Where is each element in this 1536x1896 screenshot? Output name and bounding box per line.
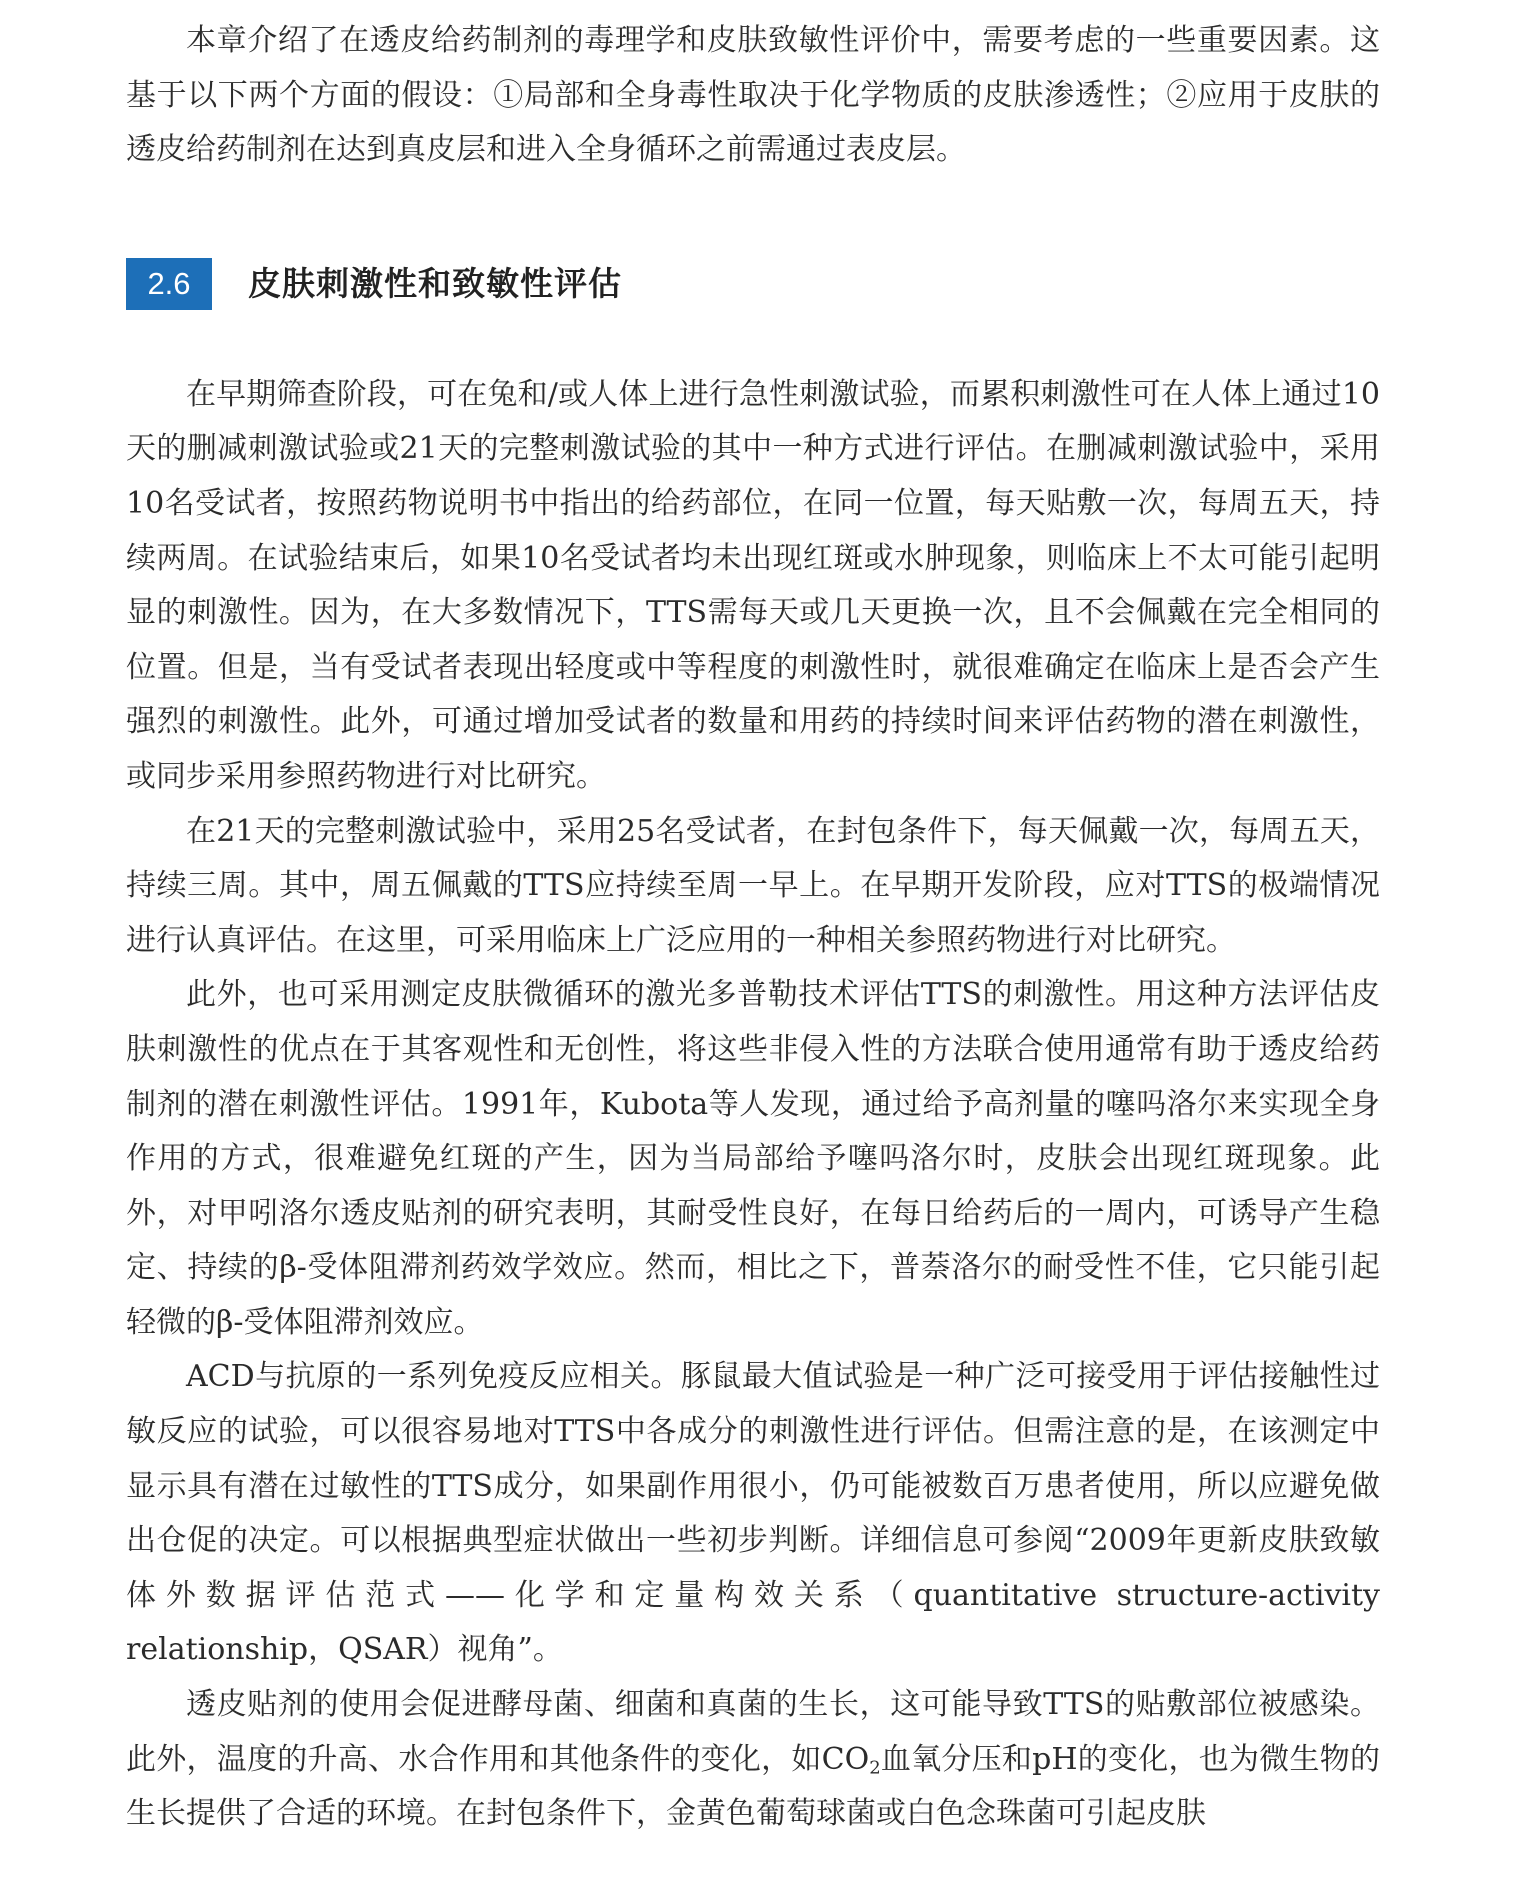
intro-paragraph: 本章介绍了在透皮给药制剂的毒理学和皮肤致敏性评价中，需要考虑的一些重要因素。这基于以下两个方面的假设：①局部和全身毒性取决于化学物质的皮肤渗透性；②应用于皮肤的透皮给药制剂在达到真皮层和进入全身循环之前需通过表皮层。 <box>126 23 1380 168</box>
section-heading <box>126 258 1380 310</box>
body-paragraph-2: 在21天的完整刺激试验中，采用25名受试者，在封包条件下，每天佩戴一次，每周五天，持续三周。其中，周五佩戴的TTS应持续至周一早上。在早期开发阶段，应对TTS的极端情况进行认真评估。在这里，可采用临床上广泛应用的一种相关参照药物进行对比研究。 <box>126 813 1380 958</box>
body-paragraph-5 <box>126 1678 1380 1842</box>
co2-subscript: 2 <box>869 1757 881 1779</box>
document-page <box>126 14 1380 1842</box>
paragraph-text-end: 血氧分压和pH的变化，也为微生物的生长提供了合适的环境。在封包条件下，金黄色葡萄球菌或白色念珠菌可引起皮肤 <box>126 1741 1380 1832</box>
paragraph-text-start: 透皮贴剂的使用会促进酵母菌、细菌和真菌的生长，这可能导致TTS的贴敷部位被感染。此外，温度的升高、水合作用和其他条件的变化，如CO <box>126 1687 1380 1777</box>
body-paragraph-4: ACD与抗原的一系列免疫反应相关。豚鼠最大值试验是一种广泛可接受用于评估接触性过敏反应的试验，可以很容易地对TTS中各成分的刺激性进行评估。但需注意的是，在该测定中显示具有潜在过敏性的TTS成分，如果副作用很小，仍可能被数百万患者使用，所以应避免做出仓促的决定。可以根据典型症状做出一些初步判断。详细信息可参阅“2009年更新皮肤致敏体外数据评估范式——化学和定量构效关系（quantitative structure-activity relationship，QSAR）视角”。 <box>126 1359 1380 1668</box>
section-title: 皮肤刺激性和致敏性评估 <box>248 263 622 303</box>
body-paragraph-3: 此外，也可采用测定皮肤微循环的激光多普勒技术评估TTS的刺激性。用这种方法评估皮肤刺激性的优点在于其客观性和无创性，将这些非侵入性的方法联合使用通常有助于透皮给药制剂的潜在刺激性评估。1991年，Kubota等人发现，通过给予高剂量的噻吗洛尔来实现全身作用的方式，很难避免红斑的产生，因为当局部给予噻吗洛尔时，皮肤会出现红斑现象。此外，对甲吲洛尔透皮贴剂的研究表明，其耐受性良好，在每日给药后的一周内，可诱导产生稳定、持续的β-受体阻滞剂药效学效应。然而，相比之下，普萘洛尔的耐受性不佳，它只能引起轻微的β-受体阻滞剂效应。 <box>126 977 1380 1340</box>
body-paragraph-1: 在早期筛查阶段，可在兔和/或人体上进行急性刺激试验，而累积刺激性可在人体上通过10天的删减刺激试验或21天的完整刺激试验的其中一种方式进行评估。在删减刺激试验中，采用10名受试者，按照药物说明书中指出的给药部位，在同一位置，每天贴敷一次，每周五天，持续两周。在试验结束后，如果10名受试者均未出现红斑或水肿现象，则临床上不太可能引起明显的刺激性。因为，在大多数情况下，TTS需每天或几天更换一次，且不会佩戴在完全相同的位置。但是，当有受试者表现出轻度或中等程度的刺激性时，就很难确定在临床上是否会产生强烈的刺激性。此外，可通过增加受试者的数量和用药的持续时间来评估药物的潜在刺激性，或同步采用参照药物进行对比研究。 <box>126 376 1380 794</box>
section-number-badge: 2.6 <box>126 258 212 310</box>
